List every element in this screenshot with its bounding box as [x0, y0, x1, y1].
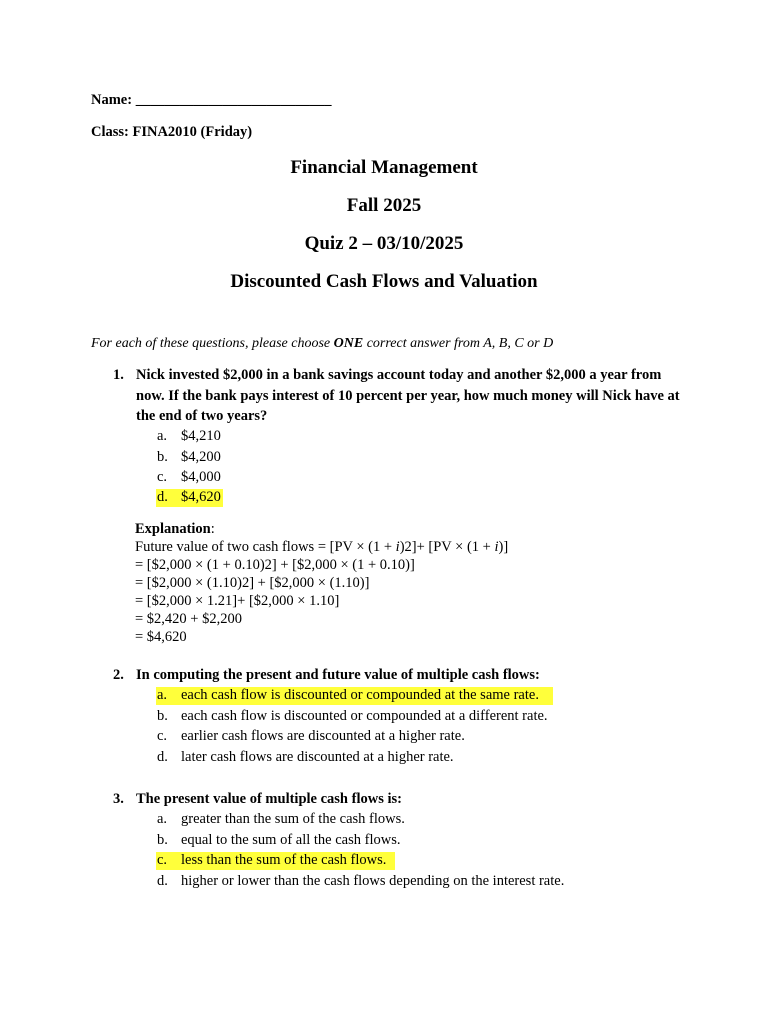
- option-text: greater than the sum of the cash flows.: [181, 811, 405, 827]
- option-c[interactable]: [157, 469, 417, 487]
- option-text: each cash flow is discounted or compounded at the same rate.: [181, 687, 539, 703]
- option-text: each cash flow is discounted or compounded at a different rate.: [181, 708, 548, 724]
- topic-title: Discounted Cash Flows and Valuation: [230, 271, 538, 292]
- explanation-block: [135, 520, 508, 646]
- option-letter: b.: [157, 708, 168, 724]
- option-text: $4,620: [181, 489, 221, 505]
- explanation-text: )]: [498, 539, 509, 555]
- question-number: 1.: [113, 367, 124, 383]
- name-field-label: Name: ___________________________: [91, 92, 332, 108]
- question-number: 2.: [113, 667, 124, 683]
- explanation-italic: i: [494, 539, 499, 555]
- question-text: In computing the present and future value of multiple cash flows:: [136, 667, 540, 683]
- explanation-line: = [$2,000 × (1.10)2] + [$2,000 × (1.10)]: [135, 575, 370, 591]
- explanation-line: = $2,420 + $2,200: [135, 611, 242, 627]
- instruction-emphasis: ONE: [333, 336, 364, 351]
- option-letter: c.: [157, 469, 168, 485]
- explanation-text: )2]+ [PV × (1 +: [399, 539, 495, 555]
- question-number: 3.: [113, 791, 124, 807]
- quiz-title: Quiz 2 – 03/10/2025: [304, 233, 464, 254]
- explanation-colon: :: [210, 521, 215, 537]
- option-text: less than the sum of the cash flows.: [181, 852, 387, 868]
- option-letter: d.: [157, 489, 168, 505]
- explanation-line: = $4,620: [135, 629, 187, 645]
- explanation-italic: i: [395, 539, 400, 555]
- option-letter: a.: [157, 811, 168, 827]
- option-b[interactable]: [157, 449, 417, 467]
- question-text: Nick invested $2,000 in a bank savings account today and another $2,000 a year from now. If the bank pays interest of 10 percent per year, how much money will Nick have at the end of two years?: [136, 367, 680, 424]
- option-letter: a.: [157, 428, 168, 444]
- option-letter: d.: [157, 873, 168, 889]
- option-text: $4,000: [181, 469, 221, 485]
- explanation-line: [135, 538, 508, 556]
- instruction-before: For each of these questions, please choose: [91, 336, 334, 351]
- instruction-text: [91, 336, 553, 352]
- option-text: $4,200: [181, 449, 221, 465]
- option-text: $4,210: [181, 428, 221, 444]
- course-title: Financial Management: [290, 157, 478, 178]
- explanation-line: = [$2,000 × (1 + 0.10)2] + [$2,000 × (1 + 0.10)]: [135, 557, 415, 573]
- option-text: earlier cash flows are discounted at a higher rate.: [181, 728, 465, 744]
- question-text: The present value of multiple cash flows is:: [136, 791, 402, 807]
- explanation-label: Explanation: [135, 521, 211, 537]
- option-letter: a.: [157, 687, 168, 703]
- option-letter: c.: [157, 852, 168, 868]
- option-letter: c.: [157, 728, 168, 744]
- option-text: equal to the sum of all the cash flows.: [181, 832, 401, 848]
- instruction-after: correct answer from A, B, C or D: [363, 336, 554, 351]
- explanation-text: Future value of two cash flows = [PV × (1 +: [135, 539, 396, 555]
- class-label: Class: FINA2010 (Friday): [91, 124, 253, 140]
- term-title: Fall 2025: [346, 195, 422, 216]
- option-letter: b.: [157, 449, 168, 465]
- option-text: higher or lower than the cash flows depending on the interest rate.: [181, 873, 565, 889]
- option-text: later cash flows are discounted at a higher rate.: [181, 749, 454, 765]
- explanation-line: = [$2,000 × 1.21]+ [$2,000 × 1.10]: [135, 593, 340, 609]
- option-letter: b.: [157, 832, 168, 848]
- option-letter: d.: [157, 749, 168, 765]
- option-a[interactable]: [157, 428, 417, 446]
